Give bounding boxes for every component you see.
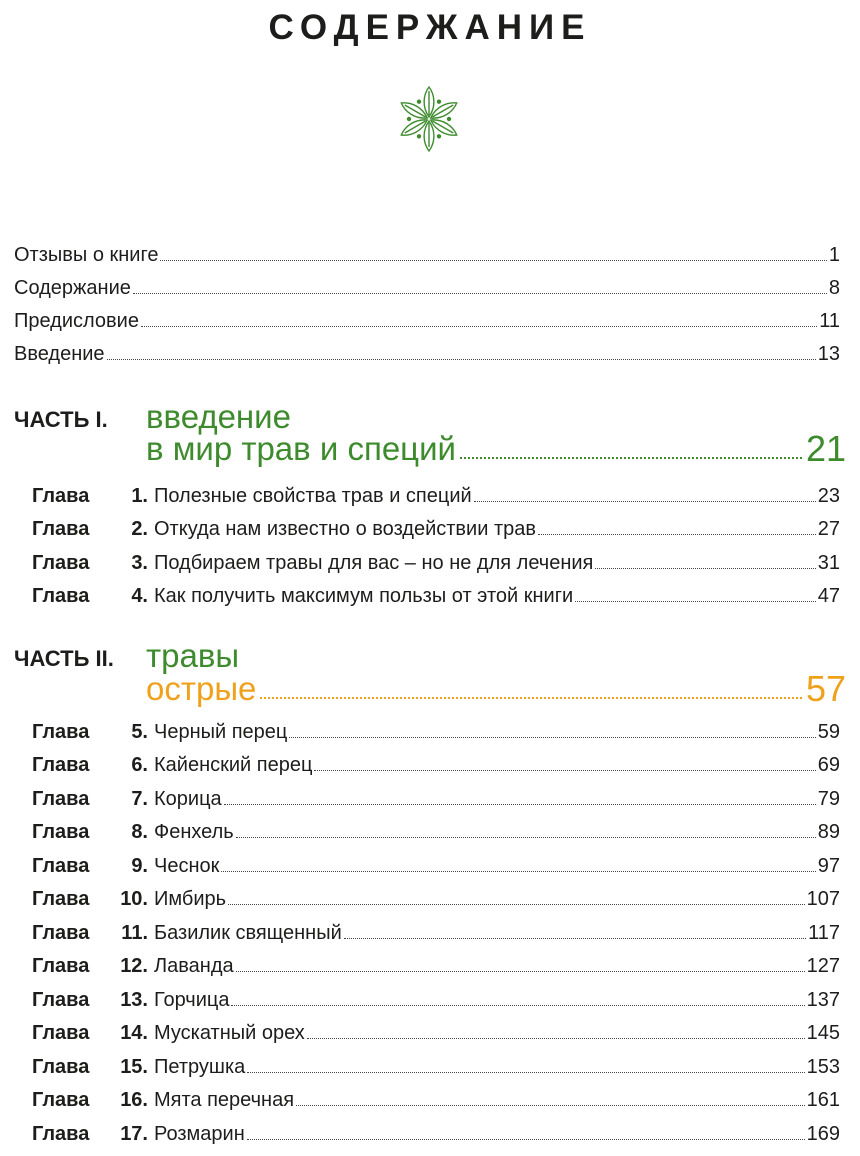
entry-title: Введение — [14, 343, 105, 365]
toc-entry[interactable] — [14, 303, 840, 333]
part-subtitle: в мир трав и специй — [146, 430, 456, 467]
chapter-number: 2. — [131, 518, 148, 540]
leader-dots — [307, 1037, 805, 1039]
chapter-word: Глава — [32, 1123, 90, 1145]
chapter-title: Как получить максимум пользы от этой книги — [154, 585, 574, 607]
chapter-entry[interactable] — [32, 948, 840, 978]
page-number: 13 — [817, 343, 840, 365]
page-number: 59 — [817, 721, 840, 743]
chapter-entry[interactable] — [32, 881, 840, 911]
chapter-word: Глава — [32, 788, 90, 810]
chapter-word: Глава — [32, 922, 90, 944]
chapter-number: 10. — [120, 888, 148, 910]
page-number: 161 — [806, 1089, 840, 1111]
chapter-number: 5. — [131, 721, 148, 743]
leader-dots — [224, 803, 816, 805]
chapter-number: 17. — [120, 1123, 148, 1145]
chapter-number: 16. — [120, 1089, 148, 1111]
leader-dots — [221, 870, 815, 872]
chapter-entry[interactable] — [32, 915, 840, 945]
chapter-entry[interactable] — [32, 1116, 840, 1146]
leader-dots — [595, 567, 815, 569]
part-entry[interactable] — [146, 430, 846, 468]
chapter-title: Кайенский перец — [154, 754, 313, 776]
chapter-number: 8. — [131, 821, 148, 843]
chapter-title: Петрушка — [154, 1056, 246, 1078]
chapter-entry[interactable] — [32, 511, 840, 541]
chapter-entry[interactable] — [32, 545, 840, 575]
chapter-word: Глава — [32, 989, 90, 1011]
leader-dots — [141, 325, 817, 327]
part-subtitle: острые — [146, 670, 257, 707]
leader-dots — [231, 1004, 804, 1006]
chapter-word: Глава — [32, 518, 90, 540]
chapter-number: 15. — [120, 1056, 148, 1078]
chapter-title: Мускатный орех — [154, 1022, 305, 1044]
chapter-word: Глава — [32, 552, 90, 574]
chapter-word: Глава — [32, 721, 90, 743]
page-number: 21 — [805, 428, 846, 469]
chapter-title: Лаванда — [154, 955, 234, 977]
chapter-number: 6. — [131, 754, 148, 776]
page-number: 137 — [806, 989, 840, 1011]
page-number: 127 — [806, 955, 840, 977]
chapter-number: 4. — [131, 585, 148, 607]
chapter-title: Черный перец — [154, 721, 288, 743]
chapter-title: Полезные свойства трав и специй — [154, 485, 472, 507]
page-number: 8 — [828, 277, 840, 299]
leader-dots — [133, 292, 827, 294]
leader-dots — [314, 769, 815, 771]
chapter-title: Розмарин — [154, 1123, 245, 1145]
toc-entry[interactable] — [14, 237, 840, 267]
leader-dots — [236, 970, 805, 972]
page-number: 145 — [806, 1022, 840, 1044]
leader-dots — [289, 736, 815, 738]
chapter-entry[interactable] — [32, 714, 840, 744]
leader-dots — [107, 358, 816, 360]
chapter-number: 11. — [121, 922, 148, 944]
page-number: 107 — [806, 888, 840, 910]
chapter-number: 13. — [120, 989, 148, 1011]
entry-title: Отзывы о книге — [14, 244, 159, 266]
leader-dots — [538, 533, 816, 535]
toc-entry[interactable] — [14, 270, 840, 300]
chapter-word: Глава — [32, 955, 90, 977]
chapter-title: Чеснок — [154, 855, 220, 877]
chapter-title: Фенхель — [154, 821, 234, 843]
page-number: 1 — [828, 244, 840, 266]
leaf-flower-icon — [398, 84, 460, 154]
entry-title: Содержание — [14, 277, 131, 299]
chapter-word: Глава — [32, 888, 90, 910]
chapter-entry[interactable] — [32, 982, 840, 1012]
chapter-entry[interactable] — [32, 1049, 840, 1079]
part-title: введение — [146, 398, 291, 435]
chapter-number: 1. — [131, 485, 148, 507]
page-title: СОДЕРЖАНИЕ — [268, 8, 592, 47]
page-number: 27 — [817, 518, 840, 540]
part-title: травы — [146, 637, 240, 674]
leader-dots — [247, 1071, 804, 1073]
chapter-entry[interactable] — [32, 814, 840, 844]
chapter-number: 7. — [131, 788, 148, 810]
leader-dots — [344, 937, 806, 939]
page-number: 11 — [819, 310, 840, 332]
leader-dots — [228, 903, 805, 905]
chapter-number: 14. — [120, 1022, 148, 1044]
chapter-title: Откуда нам известно о воздействии трав — [154, 518, 536, 540]
chapter-title: Подбираем травы для вас – но не для лечения — [154, 552, 594, 574]
page-number: 153 — [806, 1056, 840, 1078]
page-number: 169 — [806, 1123, 840, 1145]
leader-dots — [247, 1138, 805, 1140]
leader-dots — [575, 600, 816, 602]
chapter-entry[interactable] — [32, 747, 840, 777]
chapter-word: Глава — [32, 1022, 90, 1044]
chapter-number: 3. — [131, 552, 148, 574]
leader-dots — [460, 457, 802, 459]
page-number: 97 — [817, 855, 840, 877]
chapter-word: Глава — [32, 754, 90, 776]
chapter-entry[interactable] — [32, 478, 840, 508]
page-number: 47 — [817, 585, 840, 607]
chapter-word: Глава — [32, 585, 90, 607]
chapter-title: Мята перечная — [154, 1089, 295, 1111]
leader-dots — [160, 259, 826, 261]
chapter-number: 12. — [120, 955, 148, 977]
chapter-word: Глава — [32, 855, 90, 877]
chapter-word: Глава — [32, 821, 90, 843]
leader-dots — [236, 836, 816, 838]
page-number: 57 — [805, 668, 846, 709]
chapter-number: 9. — [131, 855, 148, 877]
chapter-word: Глава — [32, 1089, 90, 1111]
leader-dots — [474, 500, 816, 502]
leader-dots — [260, 697, 802, 699]
page-number: 69 — [817, 754, 840, 776]
part-label: ЧАСТЬ II. — [14, 646, 114, 671]
chapter-title: Базилик священный — [154, 922, 342, 944]
page-number: 31 — [817, 552, 840, 574]
chapter-entry[interactable] — [32, 1015, 840, 1045]
part-entry[interactable] — [146, 670, 846, 708]
chapter-title: Корица — [154, 788, 222, 810]
chapter-word: Глава — [32, 485, 90, 507]
leader-dots — [296, 1104, 805, 1106]
page-number: 79 — [817, 788, 840, 810]
chapter-title: Горчица — [154, 989, 230, 1011]
page-number: 23 — [817, 485, 840, 507]
entry-title: Предисловие — [14, 310, 139, 332]
chapter-entry[interactable] — [32, 848, 840, 878]
page-number: 117 — [808, 922, 840, 944]
toc-entry[interactable] — [14, 336, 840, 366]
part-label: ЧАСТЬ I. — [14, 407, 108, 432]
chapter-entry[interactable] — [32, 1082, 840, 1112]
chapter-entry[interactable] — [32, 781, 840, 811]
page-number: 89 — [817, 821, 840, 843]
chapter-word: Глава — [32, 1056, 90, 1078]
chapter-title: Имбирь — [154, 888, 227, 910]
chapter-entry[interactable] — [32, 578, 840, 608]
